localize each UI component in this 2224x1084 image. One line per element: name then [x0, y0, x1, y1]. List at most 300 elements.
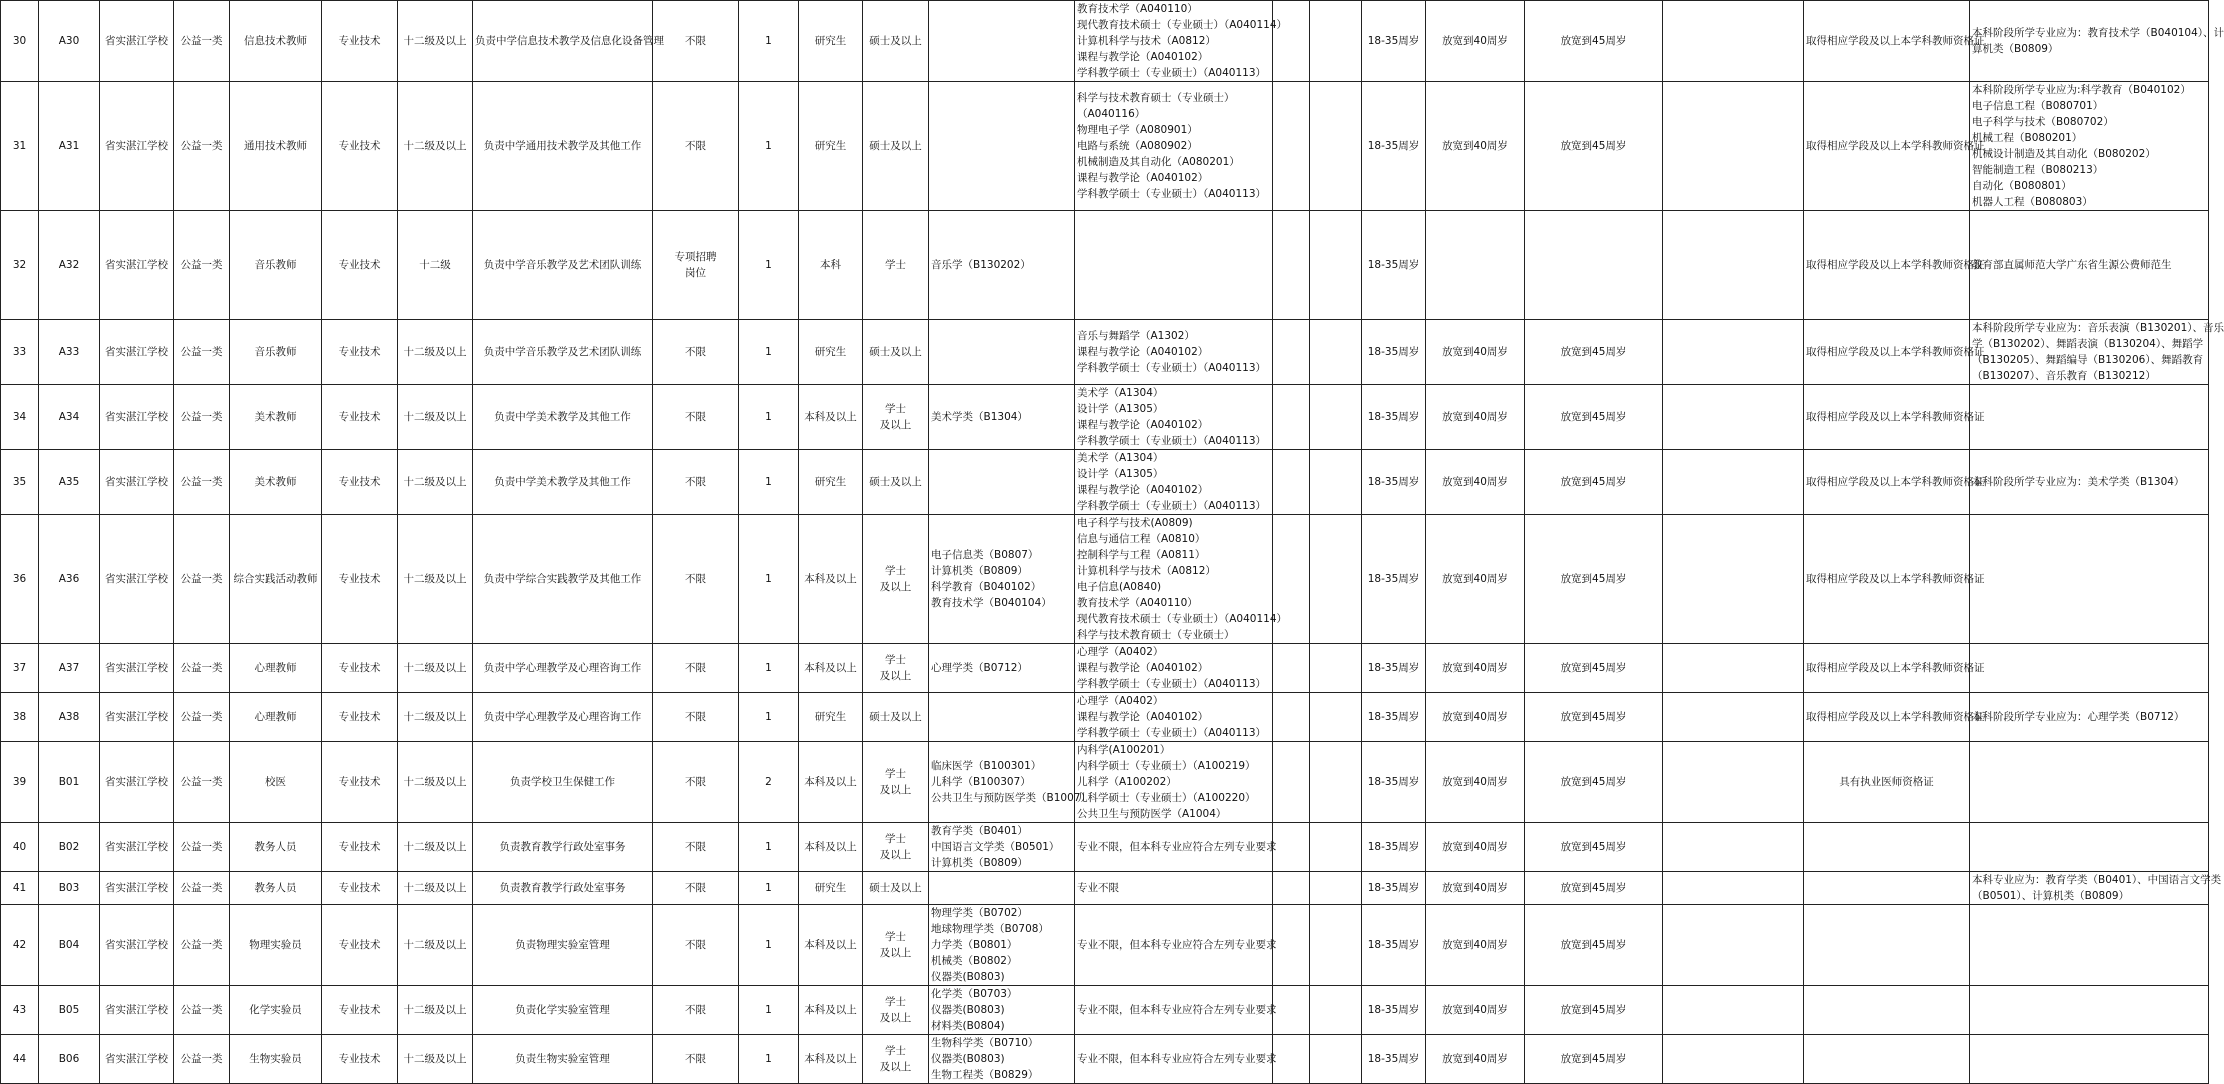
cell-line: 及以上 — [879, 947, 912, 959]
cell-unit-type: 公益一类 — [174, 320, 230, 385]
table-row — [1, 450, 2209, 515]
cell-line: 学士 — [885, 1045, 906, 1057]
cell-postgrad-major — [1075, 905, 1277, 986]
cell-line: 公共卫生与预防医学类（B1007） — [931, 792, 1091, 804]
cell-unit: 省实湛江学校 — [100, 872, 174, 905]
cell-note — [1970, 644, 2209, 693]
cell-age: 18-35周岁 — [1362, 515, 1426, 644]
cell-duty: 负责中学心理教学及心理咨询工作 — [473, 644, 653, 693]
cell-line: 科学与技术教育硕士（专业硕士） — [1077, 629, 1235, 641]
cell-line: 学士 — [885, 931, 906, 943]
cell-empty — [1310, 1035, 1362, 1084]
cell-category: 专业技术 — [322, 320, 398, 385]
cell-postgrad-major — [1075, 644, 1273, 693]
cell-unit-type: 公益一类 — [174, 385, 230, 450]
cell-line: 电子信息工程（B080701） — [1972, 100, 2104, 112]
cell-age: 18-35周岁 — [1362, 1, 1426, 82]
cell-age-master: 放宽到40周岁 — [1426, 82, 1525, 211]
cell-unit: 省实湛江学校 — [100, 320, 174, 385]
cell-line: 计算机科学与技术（A0812） — [1077, 35, 1216, 47]
cell-target: 不限 — [653, 82, 739, 211]
cell-line: 智能制造工程（B080213） — [1972, 164, 2104, 176]
cell-target: 不限 — [653, 644, 739, 693]
cell-duty: 负责中学音乐教学及艺术团队训练 — [473, 211, 653, 320]
cell-post: 化学实验员 — [230, 986, 322, 1035]
cell-line: 岗位 — [685, 267, 706, 279]
cell-certificate — [1804, 986, 1970, 1035]
cell-certificate — [1804, 823, 1970, 872]
cell-line: 现代教育技术硕士（专业硕士）（A040114） — [1077, 19, 1288, 31]
cell-certificate — [1804, 905, 1970, 986]
cell-line: 力学类（B0801） — [931, 939, 1018, 951]
cell-unit: 省实湛江学校 — [100, 986, 174, 1035]
cell-empty — [1663, 1035, 1804, 1084]
cell-age-doctor: 放宽到45周岁 — [1525, 905, 1663, 986]
cell-grade: 十二级及以上 — [398, 986, 473, 1035]
cell-undergrad-major — [929, 742, 1091, 823]
cell-grade: 十二级及以上 — [398, 905, 473, 986]
cell-unit-type: 公益一类 — [174, 1, 230, 82]
cell-count: 1 — [739, 1, 799, 82]
cell-line: 教育学类（B0401） — [931, 825, 1028, 837]
cell-code: B04 — [39, 905, 100, 986]
cell-age-doctor: 放宽到45周岁 — [1525, 693, 1663, 742]
cell-line: 物理电子学（A080901） — [1077, 124, 1198, 136]
cell-line: 专业不限 — [1077, 882, 1119, 894]
cell-line: 科学教育（B040102） — [931, 581, 1042, 593]
cell-note — [1970, 1035, 2209, 1084]
cell-certificate: 取得相应学段及以上本学科教师资格证 — [1804, 693, 1970, 742]
cell-line: 音乐与舞蹈学（A1302） — [1077, 330, 1195, 342]
cell-line: 学士 — [885, 565, 906, 577]
cell-target: 不限 — [653, 320, 739, 385]
cell-note — [1970, 1, 2224, 82]
cell-education: 研究生 — [799, 872, 863, 905]
cell-grade: 十二级及以上 — [398, 742, 473, 823]
cell-age-master: 放宽到40周岁 — [1426, 872, 1525, 905]
cell-grade: 十二级及以上 — [398, 1, 473, 82]
cell-line: 现代教育技术硕士（专业硕士）（A040114） — [1077, 613, 1288, 625]
cell-certificate: 取得相应学段及以上本学科教师资格证 — [1804, 82, 1970, 211]
cell-unit-type: 公益一类 — [174, 693, 230, 742]
cell-code: A38 — [39, 693, 100, 742]
cell-unit: 省实湛江学校 — [100, 385, 174, 450]
cell-duty: 负责化学实验室管理 — [473, 986, 653, 1035]
cell-empty — [1273, 1035, 1310, 1084]
cell-age: 18-35周岁 — [1362, 872, 1426, 905]
cell-degree: 硕士及以上 — [863, 693, 929, 742]
cell-undergrad-major — [929, 515, 1075, 644]
cell-no: 37 — [1, 644, 39, 693]
cell-empty — [1310, 742, 1362, 823]
cell-grade: 十二级 — [398, 211, 473, 320]
cell-line: 中国语言文学类（B0501） — [931, 841, 1060, 853]
cell-empty — [1273, 450, 1310, 515]
cell-degree: 硕士及以上 — [863, 82, 929, 211]
cell-unit: 省实湛江学校 — [100, 905, 174, 986]
cell-line: 控制科学与工程（A0811） — [1077, 549, 1206, 561]
cell-grade: 十二级及以上 — [398, 693, 473, 742]
cell-line: 本科阶段所学专业应为：心理学类（B0712） — [1972, 711, 2185, 723]
cell-unit-type: 公益一类 — [174, 211, 230, 320]
cell-empty — [1273, 693, 1310, 742]
cell-duty: 负责中学美术教学及其他工作 — [473, 450, 653, 515]
cell-age: 18-35周岁 — [1362, 320, 1426, 385]
table-row — [1, 742, 2209, 823]
cell-grade: 十二级及以上 — [398, 450, 473, 515]
cell-empty — [1310, 385, 1362, 450]
cell-code: A36 — [39, 515, 100, 644]
cell-certificate: 取得相应学段及以上本学科教师资格证 — [1804, 211, 1970, 320]
cell-note — [1970, 450, 2209, 515]
cell-code: A34 — [39, 385, 100, 450]
cell-note — [1970, 385, 2209, 450]
cell-count: 1 — [739, 872, 799, 905]
cell-age-doctor — [1525, 211, 1663, 320]
cell-age-master: 放宽到40周岁 — [1426, 644, 1525, 693]
cell-line: 专业不限，但本科专业应符合左列专业要求 — [1077, 939, 1277, 951]
cell-note — [1970, 693, 2209, 742]
cell-empty — [1273, 211, 1310, 320]
cell-no: 40 — [1, 823, 39, 872]
cell-empty — [1663, 823, 1804, 872]
cell-code: B06 — [39, 1035, 100, 1084]
cell-line: 美术学（A1304） — [1077, 452, 1164, 464]
cell-education: 本科及以上 — [799, 742, 863, 823]
cell-degree — [863, 385, 929, 450]
cell-age-master: 放宽到40周岁 — [1426, 823, 1525, 872]
table-row — [1, 385, 2209, 450]
table-row — [1, 320, 2209, 385]
cell-post: 生物实验员 — [230, 1035, 322, 1084]
cell-postgrad-major — [1075, 742, 1273, 823]
cell-code: B01 — [39, 742, 100, 823]
cell-line: 仪器类(B0803) — [931, 971, 1005, 983]
cell-post: 心理教师 — [230, 644, 322, 693]
cell-line: 本科阶段所学专业应为：音乐表演（B130201）、音乐 — [1972, 322, 2224, 334]
cell-target: 不限 — [653, 385, 739, 450]
cell-empty — [1663, 450, 1804, 515]
cell-line: 及以上 — [879, 784, 912, 796]
cell-empty — [1663, 1, 1804, 82]
cell-degree: 硕士及以上 — [863, 320, 929, 385]
cell-age-doctor: 放宽到45周岁 — [1525, 872, 1663, 905]
cell-empty — [1273, 742, 1310, 823]
cell-empty — [1273, 385, 1310, 450]
cell-category: 专业技术 — [322, 515, 398, 644]
cell-education: 本科及以上 — [799, 385, 863, 450]
cell-note — [1970, 211, 2209, 320]
cell-age-doctor: 放宽到45周岁 — [1525, 1035, 1663, 1084]
cell-note — [1970, 986, 2209, 1035]
cell-line: 专业不限，但本科专业应符合左列专业要求 — [1077, 1004, 1277, 1016]
cell-line: 儿科学（A100202） — [1077, 776, 1177, 788]
cell-line: 仪器类(B0803) — [931, 1004, 1005, 1016]
cell-education: 研究生 — [799, 693, 863, 742]
cell-degree — [863, 986, 929, 1035]
cell-count: 1 — [739, 82, 799, 211]
cell-education: 研究生 — [799, 1, 863, 82]
table-row — [1, 644, 2209, 693]
cell-duty: 负责中学美术教学及其他工作 — [473, 385, 653, 450]
cell-age-master: 放宽到40周岁 — [1426, 1, 1525, 82]
cell-count: 1 — [739, 211, 799, 320]
cell-note — [1970, 823, 2209, 872]
cell-line: 材料类(B0804) — [931, 1020, 1005, 1032]
cell-duty: 负责中学心理教学及心理咨询工作 — [473, 693, 653, 742]
cell-line: 及以上 — [879, 581, 912, 593]
cell-postgrad-major — [1075, 986, 1277, 1035]
cell-degree — [863, 644, 929, 693]
cell-age: 18-35周岁 — [1362, 644, 1426, 693]
cell-line: 学（B130202）、舞蹈表演（B130204）、舞蹈学 — [1972, 338, 2204, 350]
cell-duty: 负责中学音乐教学及艺术团队训练 — [473, 320, 653, 385]
cell-undergrad-major — [929, 385, 1075, 450]
cell-age-master: 放宽到40周岁 — [1426, 905, 1525, 986]
cell-no: 34 — [1, 385, 39, 450]
cell-target: 不限 — [653, 986, 739, 1035]
cell-unit: 省实湛江学校 — [100, 823, 174, 872]
cell-empty — [1310, 320, 1362, 385]
cell-count: 1 — [739, 693, 799, 742]
cell-certificate: 取得相应学段及以上本学科教师资格证 — [1804, 320, 1970, 385]
cell-line: 心理学（A0402） — [1077, 695, 1164, 707]
cell-age: 18-35周岁 — [1362, 385, 1426, 450]
cell-line: 课程与教学论（A040102） — [1077, 51, 1209, 63]
cell-line: 专业不限，但本科专业应符合左列专业要求 — [1077, 841, 1277, 853]
cell-education: 本科及以上 — [799, 986, 863, 1035]
cell-line: 机器人工程（B080803） — [1972, 196, 2093, 208]
cell-count: 1 — [739, 905, 799, 986]
cell-undergrad-major — [929, 1035, 1075, 1084]
cell-age-doctor: 放宽到45周岁 — [1525, 82, 1663, 211]
cell-line: 课程与教学论（A040102） — [1077, 172, 1209, 184]
table-row — [1, 823, 2209, 872]
cell-line: 学科教学硕士（专业硕士）（A040113） — [1077, 678, 1267, 690]
cell-unit: 省实湛江学校 — [100, 82, 174, 211]
cell-line: 专项招聘 — [674, 251, 717, 263]
cell-post: 信息技术教师 — [230, 1, 322, 82]
cell-post: 音乐教师 — [230, 320, 322, 385]
table-row — [1, 515, 2209, 644]
cell-unit-type: 公益一类 — [174, 1035, 230, 1084]
cell-line: 学科教学硕士（专业硕士）（A040113） — [1077, 727, 1267, 739]
cell-education: 本科及以上 — [799, 515, 863, 644]
cell-no: 35 — [1, 450, 39, 515]
cell-no: 39 — [1, 742, 39, 823]
cell-age-master: 放宽到40周岁 — [1426, 385, 1525, 450]
cell-unit: 省实湛江学校 — [100, 211, 174, 320]
cell-no: 36 — [1, 515, 39, 644]
cell-note — [1970, 320, 2224, 385]
cell-post: 心理教师 — [230, 693, 322, 742]
cell-certificate: 具有执业医师资格证 — [1804, 742, 1970, 823]
cell-line: 教育技术学（A040110） — [1077, 597, 1198, 609]
cell-age-master: 放宽到40周岁 — [1426, 450, 1525, 515]
cell-line: 机械工程（B080201） — [1972, 132, 2083, 144]
cell-line: 课程与教学论（A040102） — [1077, 419, 1209, 431]
cell-count: 1 — [739, 986, 799, 1035]
cell-duty: 负责生物实验室管理 — [473, 1035, 653, 1084]
cell-empty — [1273, 644, 1310, 693]
cell-empty — [1310, 450, 1362, 515]
cell-count: 1 — [739, 1035, 799, 1084]
cell-unit-type: 公益一类 — [174, 644, 230, 693]
cell-line: 学科教学硕士（专业硕士）（A040113） — [1077, 188, 1267, 200]
cell-target: 不限 — [653, 742, 739, 823]
cell-degree — [863, 515, 929, 644]
cell-line: 课程与教学论（A040102） — [1077, 662, 1209, 674]
cell-line: 内科学硕士（专业硕士）（A100219） — [1077, 760, 1256, 772]
cell-age-doctor: 放宽到45周岁 — [1525, 515, 1663, 644]
cell-count: 1 — [739, 450, 799, 515]
cell-certificate — [1804, 872, 1970, 905]
cell-age: 18-35周岁 — [1362, 823, 1426, 872]
cell-education: 研究生 — [799, 450, 863, 515]
cell-line: 学士 — [885, 403, 906, 415]
cell-undergrad-major — [929, 693, 1075, 742]
cell-line: 电子信息(A0840) — [1077, 581, 1162, 593]
cell-line: 计算机科学与技术（A0812） — [1077, 565, 1216, 577]
cell-code: A35 — [39, 450, 100, 515]
cell-age: 18-35周岁 — [1362, 211, 1426, 320]
cell-line: 电子科学与技术(A0809) — [1077, 517, 1193, 529]
cell-postgrad-major — [1075, 385, 1273, 450]
cell-line: 课程与教学论（A040102） — [1077, 484, 1209, 496]
cell-empty — [1273, 1, 1310, 82]
cell-line: 学科教学硕士（专业硕士）（A040113） — [1077, 362, 1267, 374]
cell-age: 18-35周岁 — [1362, 986, 1426, 1035]
table-row — [1, 905, 2209, 986]
cell-line: 公共卫生与预防医学（A1004） — [1077, 808, 1227, 820]
cell-undergrad-major — [929, 644, 1075, 693]
cell-grade: 十二级及以上 — [398, 1035, 473, 1084]
cell-line: 课程与教学论（A040102） — [1077, 711, 1209, 723]
cell-line: （B130207）、音乐教育（B130212） — [1972, 370, 2156, 382]
cell-line: 计算机类（B0809） — [931, 857, 1028, 869]
cell-degree — [863, 742, 929, 823]
cell-education: 研究生 — [799, 82, 863, 211]
cell-empty — [1310, 693, 1362, 742]
cell-unit: 省实湛江学校 — [100, 515, 174, 644]
cell-line: 专业不限，但本科专业应符合左列专业要求 — [1077, 1053, 1277, 1065]
cell-line: 美术学（A1304） — [1077, 387, 1164, 399]
cell-code: A31 — [39, 82, 100, 211]
cell-unit-type: 公益一类 — [174, 905, 230, 986]
cell-age: 18-35周岁 — [1362, 1035, 1426, 1084]
cell-grade: 十二级及以上 — [398, 82, 473, 211]
cell-degree: 学士 — [863, 211, 929, 320]
cell-count: 1 — [739, 644, 799, 693]
cell-line: 计算机类（B0809） — [931, 565, 1028, 577]
cell-postgrad-major — [1075, 320, 1273, 385]
cell-empty — [1310, 515, 1362, 644]
cell-line: 儿科学硕士（专业硕士）（A100220） — [1077, 792, 1256, 804]
cell-postgrad-major — [1075, 1, 1288, 82]
cell-grade: 十二级及以上 — [398, 823, 473, 872]
cell-age-master — [1426, 211, 1525, 320]
cell-target: 不限 — [653, 823, 739, 872]
cell-empty — [1663, 872, 1804, 905]
cell-count: 1 — [739, 385, 799, 450]
cell-line: 物理学类（B0702） — [931, 907, 1028, 919]
table-row — [1, 693, 2209, 742]
cell-undergrad-major — [929, 872, 1075, 905]
cell-degree — [863, 905, 929, 986]
cell-count: 1 — [739, 823, 799, 872]
cell-grade: 十二级及以上 — [398, 872, 473, 905]
cell-undergrad-major — [929, 905, 1075, 986]
cell-line: 信息与通信工程（A0810） — [1077, 533, 1206, 545]
cell-line: 及以上 — [879, 849, 912, 861]
cell-certificate: 取得相应学段及以上本学科教师资格证 — [1804, 1, 1970, 82]
cell-line: （B130205）、舞蹈编导（B130206）、舞蹈教育 — [1972, 354, 2204, 366]
cell-target: 不限 — [653, 693, 739, 742]
cell-line: 音乐学（B130202） — [931, 259, 1031, 271]
cell-category: 专业技术 — [322, 1, 398, 82]
cell-certificate: 取得相应学段及以上本学科教师资格证 — [1804, 385, 1970, 450]
cell-post: 通用技术教师 — [230, 82, 322, 211]
cell-line: 心理学（A0402） — [1077, 646, 1164, 658]
cell-postgrad-major — [1075, 872, 1273, 905]
cell-empty — [1663, 986, 1804, 1035]
cell-line: 教育部直属师范大学广东省生源公费师范生 — [1972, 259, 2172, 271]
cell-line: 本科阶段所学专业应为：教育技术学（B040104）、计 — [1972, 27, 2224, 39]
cell-unit-type: 公益一类 — [174, 742, 230, 823]
cell-grade: 十二级及以上 — [398, 385, 473, 450]
cell-degree: 硕士及以上 — [863, 872, 929, 905]
cell-undergrad-major — [929, 986, 1075, 1035]
table-row — [1, 211, 2209, 320]
cell-no: 38 — [1, 693, 39, 742]
cell-line: 机械类（B0802） — [931, 955, 1018, 967]
cell-certificate: 取得相应学段及以上本学科教师资格证 — [1804, 450, 1970, 515]
cell-line: 及以上 — [879, 419, 912, 431]
cell-target — [653, 211, 739, 320]
cell-count: 2 — [739, 742, 799, 823]
cell-line: 美术学类（B1304） — [931, 411, 1028, 423]
cell-degree — [863, 823, 929, 872]
cell-postgrad-major — [1075, 823, 1277, 872]
cell-empty — [1273, 905, 1310, 986]
cell-age-master: 放宽到40周岁 — [1426, 320, 1525, 385]
table-row — [1, 872, 2209, 905]
cell-duty: 负责教育教学行政处室事务 — [473, 823, 653, 872]
cell-age: 18-35周岁 — [1362, 693, 1426, 742]
cell-unit-type: 公益一类 — [174, 450, 230, 515]
cell-line: 本科阶段所学专业应为：美术学类（B1304） — [1972, 476, 2185, 488]
cell-age-doctor: 放宽到45周岁 — [1525, 742, 1663, 823]
cell-degree: 硕士及以上 — [863, 450, 929, 515]
cell-empty — [1273, 82, 1310, 211]
cell-code: B03 — [39, 872, 100, 905]
cell-line: 心理学类（B0712） — [931, 662, 1028, 674]
cell-education: 本科及以上 — [799, 905, 863, 986]
cell-no: 42 — [1, 905, 39, 986]
cell-line: 学士 — [885, 833, 906, 845]
cell-empty — [1310, 986, 1362, 1035]
cell-line: 生物工程类（B0829） — [931, 1069, 1039, 1081]
cell-duty: 负责中学通用技术教学及其他工作 — [473, 82, 653, 211]
cell-education: 本科及以上 — [799, 823, 863, 872]
cell-grade: 十二级及以上 — [398, 515, 473, 644]
cell-post: 教务人员 — [230, 872, 322, 905]
cell-post: 校医 — [230, 742, 322, 823]
table-row — [1, 1035, 2209, 1084]
cell-age-master: 放宽到40周岁 — [1426, 515, 1525, 644]
cell-line: （A040116） — [1077, 108, 1146, 120]
cell-empty — [1663, 515, 1804, 644]
